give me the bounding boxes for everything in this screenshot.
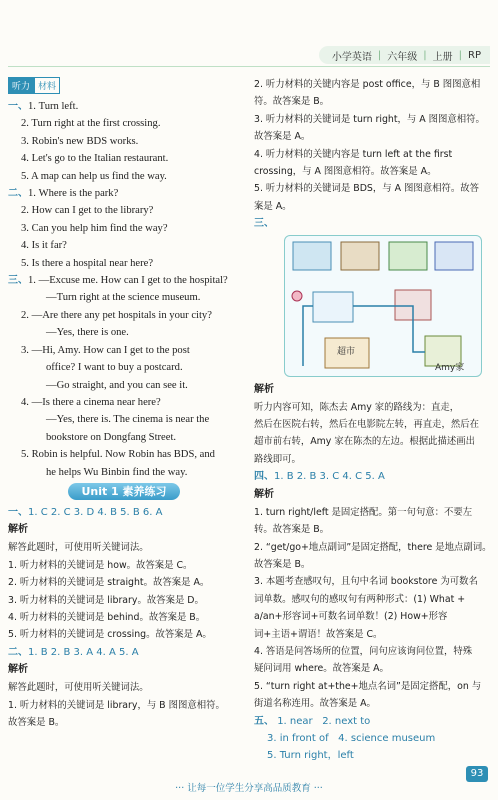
analysis-line: 疑问词用 where。故答案是 A。 <box>254 663 389 675</box>
script-line <box>8 324 244 341</box>
answer-item: 2. next to <box>322 715 371 727</box>
script-line <box>8 185 244 202</box>
section-number: 三、 <box>8 275 28 287</box>
analysis-line: 2. 听力材料的关键内容是 post office，与 B 图图意相 <box>254 79 481 90</box>
analysis-heading: 解析 <box>254 383 274 395</box>
answer-text: 1. B 2. B 3. A 4. A 5. A <box>28 646 139 658</box>
analysis-line: 街道名称连用。故答案是 A。 <box>254 698 376 710</box>
analysis-line: 案是 A。 <box>254 200 292 212</box>
script-line <box>8 202 244 219</box>
right-column <box>254 76 492 765</box>
header-rule <box>8 66 490 67</box>
script-text: 3. Can you help him find the way? <box>21 222 168 234</box>
analysis-heading: 解析 <box>8 664 28 676</box>
analysis-line: 词单数。感叹句的感叹句有两种形式：(1) What + <box>254 593 466 605</box>
analysis-line: 转。故答案是 B。 <box>254 524 330 536</box>
section-4-analysis <box>254 504 492 713</box>
analysis-line: 路线即可。 <box>254 453 301 465</box>
script-text: 2. Turn right at the first crossing. <box>21 118 161 130</box>
script-text: 1. —Excuse me. How can I get to the hospital? <box>28 275 228 287</box>
section-number: 二、 <box>8 188 28 200</box>
section-1-analysis <box>8 539 244 643</box>
answer-text: 1. C 2. C 3. D 4. B 5. B 6. A <box>28 506 163 518</box>
script-line <box>8 237 244 254</box>
section-4-answers <box>254 468 492 485</box>
analysis-line: a/an+形容词+可数名词单数！(2) How+形容 <box>254 611 448 623</box>
script-line <box>8 359 244 376</box>
analysis-line: 2. “get/go+地点副词”是固定搭配，there 是地点副词。 <box>254 541 492 553</box>
header-edition: RP <box>468 49 481 61</box>
header-subject: 小学英语 <box>331 51 372 63</box>
script-text: 3. Robin's new BDS works. <box>21 135 139 147</box>
script-text: 4. Let's go to the Italian restaurant. <box>21 153 169 165</box>
tag-label-a: 听力 <box>8 77 34 94</box>
route-map-illustration <box>284 235 482 377</box>
script-text: 5. A map can help us find the way. <box>21 170 167 182</box>
analysis-line: 解答此题时，可使用听关键词法。 <box>8 682 149 694</box>
analysis-line: 3. 听力材料的关键词是 turn right，与 A 图图意相符。 <box>254 113 485 125</box>
answer-text: 1. B 2. B 3. C 4. C 5. A <box>274 471 385 483</box>
analysis-line: 故答案是 B。 <box>254 558 311 570</box>
tag-label-b: 材料 <box>34 77 60 94</box>
section-5-answers-row2 <box>254 730 492 747</box>
analysis-line: 2. 听力材料的关键词是 straight。故答案是 A。 <box>8 577 210 589</box>
analysis-heading: 解析 <box>254 488 274 500</box>
page-header <box>319 46 490 64</box>
script-line <box>8 289 244 306</box>
section-3-analysis <box>254 399 492 469</box>
script-line <box>8 255 244 272</box>
section-3-label <box>254 215 492 232</box>
analysis-line: 3. 听力材料的关键词是 library。故答案是 D。 <box>8 594 204 606</box>
header-term: 上册 <box>432 51 453 63</box>
left-column <box>8 76 244 731</box>
script-text: 2. —Are there any pet hospitals in your city? <box>21 309 212 321</box>
answer-item: 5. Turn right，left <box>267 750 354 762</box>
analysis-line: 4. 听力材料的关键内容是 turn left at the first <box>254 148 453 160</box>
script-line <box>8 307 244 324</box>
supermarket-label: 超市 <box>337 346 356 357</box>
analysis-line: crossing，与 A 图图意相符。故答案是 A。 <box>254 166 437 178</box>
section-number: 一、 <box>8 506 28 518</box>
script-text: —Go straight, and you can see it. <box>46 379 188 391</box>
section-2-answers <box>8 644 244 661</box>
script-text: 4. Is it far? <box>21 240 67 252</box>
section-number: 二、 <box>8 646 28 658</box>
analysis-line: 5. “turn right at+the+地点名词”是固定搭配，on 与 <box>254 680 482 692</box>
analysis-line: 词+主语+谓语！故答案是 C。 <box>254 628 383 640</box>
analysis-line: 1. turn right/left 是固定搭配。第一句句意：不要左 <box>254 506 473 518</box>
script-text: 1. Where is the park? <box>28 188 119 200</box>
page-number: 93 <box>466 766 488 782</box>
script-line <box>8 411 244 428</box>
analysis-line: 1. 听力材料的关键词是 how。故答案是 C。 <box>8 559 193 571</box>
analysis-line: 5. 听力材料的关键词是 crossing。故答案是 A。 <box>8 629 212 641</box>
script-line <box>8 342 244 359</box>
section-2-analysis <box>8 679 244 731</box>
section-number: 五、 <box>254 715 274 727</box>
script-line <box>8 464 244 481</box>
script-line <box>8 133 244 150</box>
analysis-line: 听力内容可知，陈杰去 Amy 家的路线为：直走， <box>254 401 460 413</box>
analysis-line: 4. 答语是问答场所的位置，问句应该询问位置，特殊 <box>254 645 473 657</box>
script-line <box>8 377 244 394</box>
analysis-line: 然后在医院右转，然后在电影院左转，再直走，然后在 <box>254 419 480 431</box>
page-footer: ··· 让每一位学生分享高品质教育 ··· <box>175 783 323 794</box>
script-line <box>8 150 244 167</box>
section-5-answers <box>254 713 492 730</box>
section-number: 四、 <box>254 471 274 483</box>
script-line <box>8 446 244 463</box>
script-text: 1. Turn left. <box>28 101 79 112</box>
script-text: he helps Wu Binbin find the way. <box>46 466 188 478</box>
script-text: 3. —Hi, Amy. How can I get to the post <box>21 344 190 356</box>
analysis-line: 解答此题时，可使用听关键词法。 <box>8 542 149 554</box>
route-map-drawing <box>285 236 481 376</box>
header-separator: | <box>458 49 463 61</box>
script-line <box>8 115 244 132</box>
analysis-line: 4. 听力材料的关键词是 behind。故答案是 B。 <box>8 611 206 623</box>
script-text: 2. How can I get to the library? <box>21 205 154 217</box>
analysis-line: 故答案是 B。 <box>8 717 65 728</box>
answer-item: 1. near <box>277 715 313 727</box>
script-text: 4. —Is there a cinema near here? <box>21 396 161 408</box>
script-line <box>8 429 244 446</box>
analysis-line: 3. 本题考查感叹句，且句中名词 bookstore 为可数名 <box>254 576 478 588</box>
header-grade: 六年级 <box>387 51 418 63</box>
listening-script <box>8 98 244 481</box>
script-text: office? I want to buy a postcard. <box>46 362 183 374</box>
script-line <box>8 220 244 237</box>
section-number: 三、 <box>254 218 274 230</box>
script-text: —Yes, there is one. <box>46 327 129 339</box>
listening-tag <box>8 77 60 94</box>
section-5-answers-row3 <box>254 747 492 764</box>
section-number: 一、 <box>8 101 28 112</box>
script-line <box>8 168 244 185</box>
script-text: —Turn right at the science museum. <box>46 292 201 304</box>
analysis-line: 1. 听力材料的关键词是 library，与 B 图图意相符。 <box>8 699 225 711</box>
header-separator: | <box>377 49 382 61</box>
answer-item: 4. science museum <box>338 732 436 744</box>
amy-home-label: Amy家 <box>435 362 465 373</box>
answer-item: 3. in front of <box>267 732 329 744</box>
script-text: bookstore on Dongfang Street. <box>46 431 177 443</box>
analysis-line: 5. 听力材料的关键词是 BDS，与 A 图图意相符。故答 <box>254 183 480 195</box>
analysis-heading: 解析 <box>8 524 28 536</box>
section-1-answers <box>8 504 244 521</box>
analysis-line: 符。故答案是 B。 <box>254 96 330 108</box>
analysis-line: 超市前右转，Amy 家在陈杰的左边。根据此描述画出 <box>254 436 475 448</box>
header-separator: | <box>423 49 427 61</box>
script-line <box>8 272 244 289</box>
section-2-analysis-cont <box>254 76 492 215</box>
script-line <box>8 98 244 115</box>
script-text: 5. Robin is helpful. Now Robin has BDS, and <box>21 449 215 461</box>
script-text: 5. Is there a hospital near here? <box>21 257 154 269</box>
analysis-line: 故答案是 A。 <box>254 131 311 143</box>
unit-banner: Unit 1 素养练习 <box>68 483 180 500</box>
script-text: —Yes, there is. The cinema is near the <box>46 414 210 426</box>
script-line <box>8 394 244 411</box>
